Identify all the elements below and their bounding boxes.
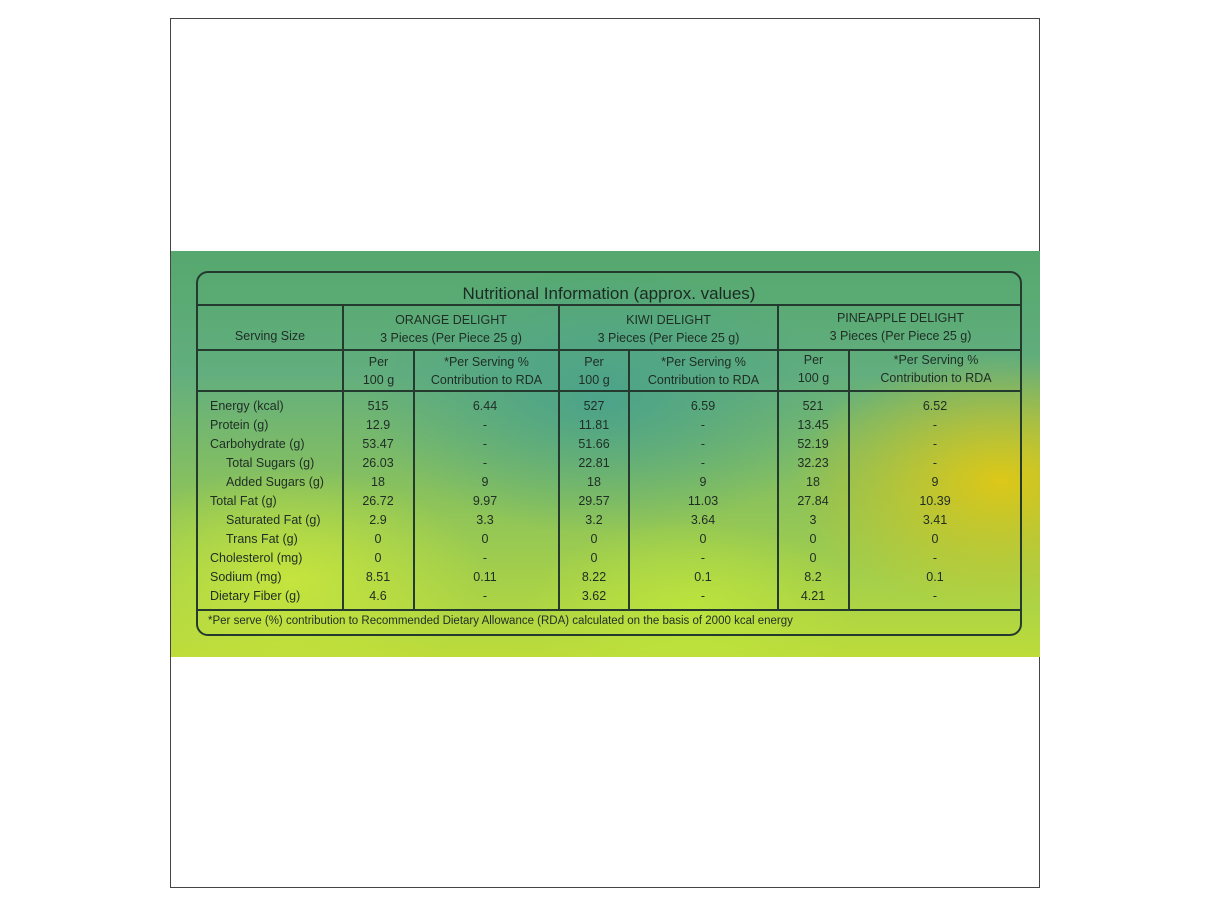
nutrient-value: 3.2 (585, 513, 603, 527)
nutrient-value: 9 (931, 475, 939, 489)
nutrient-value: 0 (481, 532, 489, 546)
product-serving: 3 Pieces (Per Piece 25 g) (597, 331, 740, 345)
table-title: Nutritional Information (approx. values) (462, 284, 756, 303)
header-text: Per (803, 353, 824, 367)
nutrient-value: 6.44 (472, 399, 498, 413)
nutrient-value: - (482, 456, 488, 470)
nutrient-value: 27.84 (797, 494, 829, 508)
header-text: *Per Serving % (444, 355, 529, 369)
nutrient-value: 0 (374, 551, 382, 565)
nutrient-value: 8.51 (365, 570, 391, 584)
nutrient-value: 10.39 (919, 494, 951, 508)
nutrient-value: 3.3 (476, 513, 494, 527)
nutrient-value: 29.57 (578, 494, 610, 508)
nutrient-value: 9 (699, 475, 707, 489)
nutrient-value: 0 (809, 551, 817, 565)
nutrient-value: - (932, 589, 938, 603)
nutrient-value: 18 (806, 475, 820, 489)
nutrient-value: 0 (590, 551, 598, 565)
nutrient-value: - (482, 418, 488, 432)
nutrient-value: 0 (374, 532, 382, 546)
nutrient-label: Added Sugars (g) (226, 475, 324, 489)
divider (198, 390, 1020, 392)
product-header-kiwi (560, 311, 777, 347)
nutrient-value: 51.66 (578, 437, 610, 451)
header-text: Contribution to RDA (430, 373, 543, 387)
nutrient-value: - (932, 437, 938, 451)
product-name: PINEAPPLE DELIGHT (836, 311, 965, 325)
nutrient-value: 0 (809, 532, 817, 546)
nutrient-value: 2.9 (369, 513, 387, 527)
nutrient-value: 0.1 (926, 570, 944, 584)
nutrient-value: - (932, 551, 938, 565)
header-text: Per (368, 355, 389, 369)
nutrient-value: 26.72 (362, 494, 394, 508)
nutrient-label: Total Fat (g) (210, 494, 277, 508)
nutrient-value: - (482, 551, 488, 565)
nutrient-label: Cholesterol (mg) (210, 551, 303, 565)
nutrient-value: 3.41 (922, 513, 948, 527)
nutrient-label: Energy (kcal) (210, 399, 284, 413)
nutrient-value: 8.22 (581, 570, 607, 584)
per-100g-header (779, 351, 848, 387)
header-text: *Per Serving % (661, 355, 746, 369)
nutrient-value: 0 (699, 532, 707, 546)
nutrient-value: 26.03 (362, 456, 394, 470)
header-text: Contribution to RDA (647, 373, 760, 387)
divider (198, 609, 1020, 611)
nutrient-value: - (700, 456, 706, 470)
header-text: Contribution to RDA (880, 371, 992, 385)
nutrient-label: Carbohydrate (g) (210, 437, 305, 451)
nutrient-value: 515 (367, 399, 389, 413)
nutrient-value: - (700, 589, 706, 603)
nutrient-value: 527 (583, 399, 605, 413)
nutrient-value: 3.64 (690, 513, 716, 527)
nutrient-value: 53.47 (362, 437, 394, 451)
nutrient-value: 3 (809, 513, 817, 527)
nutrient-value: - (700, 551, 706, 565)
nutrient-value: 0 (590, 532, 598, 546)
nutrient-value: - (932, 418, 938, 432)
rda-header (850, 351, 1022, 387)
nutrient-value: 0.1 (694, 570, 712, 584)
nutrient-value: 6.52 (922, 399, 948, 413)
product-serving: 3 Pieces (Per Piece 25 g) (380, 331, 522, 345)
nutrient-value: - (700, 418, 706, 432)
footnote: *Per serve (%) contribution to Recommended Dietary Allowance (RDA) calculated on the basis of 2000 kcal energy (208, 615, 793, 627)
nutrient-value: 0.11 (473, 570, 497, 584)
header-text: *Per Serving % (893, 353, 979, 367)
product-name: ORANGE DELIGHT (395, 313, 507, 327)
nutrient-value: 4.6 (369, 589, 387, 603)
header-text: 100 g (797, 371, 830, 385)
nutrient-value: 12.9 (365, 418, 391, 432)
nutrient-label: Dietary Fiber (g) (210, 589, 301, 603)
nutrient-label: Trans Fat (g) (226, 532, 298, 546)
header-text: Per (584, 355, 604, 369)
nutrient-value: 18 (587, 475, 601, 489)
product-serving: 3 Pieces (Per Piece 25 g) (829, 329, 972, 343)
nutrient-value: 11.03 (687, 494, 719, 508)
nutrient-value: 22.81 (578, 456, 610, 470)
nutrient-value: - (482, 589, 488, 603)
nutrient-value: 11.81 (578, 418, 610, 432)
nutrient-value: 8.2 (804, 570, 822, 584)
nutrient-value: 32.23 (797, 456, 829, 470)
serving-size-label: Serving Size (234, 329, 306, 343)
per-100g-header (560, 353, 628, 389)
nutrient-value: 6.59 (690, 399, 716, 413)
header-text: 100 g (362, 373, 395, 387)
nutrient-value: 18 (371, 475, 385, 489)
nutrient-value: - (482, 437, 488, 451)
nutrition-table (196, 271, 1022, 636)
divider (198, 304, 1020, 306)
nutrient-value: 0 (931, 532, 939, 546)
product-name: KIWI DELIGHT (626, 313, 711, 327)
nutrient-value: 4.21 (800, 589, 826, 603)
product-header-pineapple (779, 309, 1022, 345)
nutrient-value: 3.62 (581, 589, 607, 603)
nutrient-label: Total Sugars (g) (226, 456, 315, 470)
nutrient-label: Protein (g) (210, 418, 269, 432)
nutrition-label-photo (171, 251, 1040, 657)
nutrient-value: - (932, 456, 938, 470)
header-text: 100 g (578, 373, 610, 387)
nutrient-label: Saturated Fat (g) (226, 513, 321, 527)
product-header-orange (344, 311, 558, 347)
nutrient-label: Sodium (mg) (210, 570, 282, 584)
rda-header (415, 353, 558, 389)
rda-header (630, 353, 777, 389)
nutrient-value: 9.97 (472, 494, 498, 508)
nutrient-value: 13.45 (797, 418, 829, 432)
nutrient-value: - (700, 437, 706, 451)
per-100g-header (344, 353, 413, 389)
nutrient-value: 521 (802, 399, 824, 413)
nutrient-value: 52.19 (797, 437, 829, 451)
nutrient-value: 9 (481, 475, 489, 489)
